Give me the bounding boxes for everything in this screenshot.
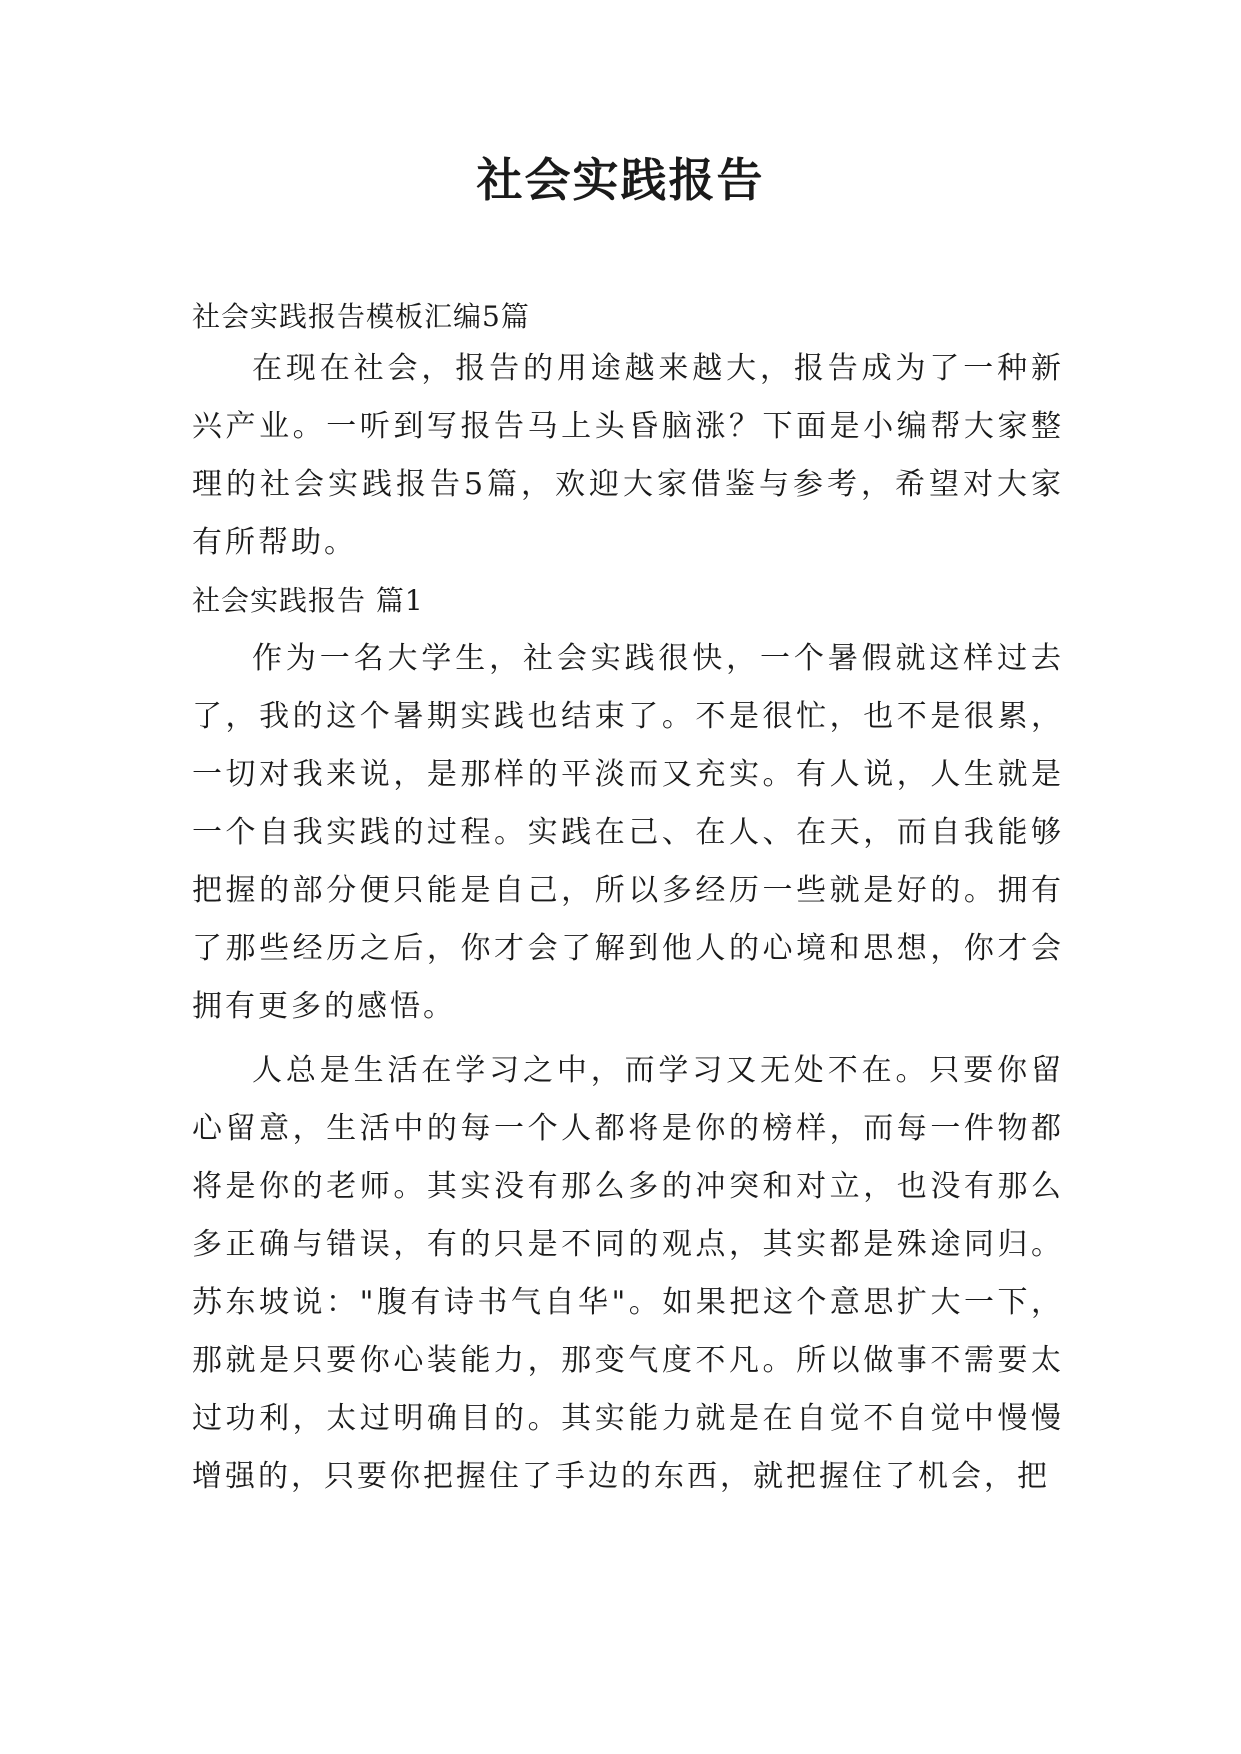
document-subtitle: 社会实践报告模板汇编5篇 [192, 300, 530, 333]
intro-paragraph: 在现在社会，报告的用途越来越大，报告成为了一种新兴产业。一听到写报告马上头昏脑涨？下面是小编帮大家整理的社会实践报告5篇，欢迎大家借鉴与参考，希望对大家有所帮助。 [192, 351, 1064, 560]
document-body [192, 294, 1064, 1506]
section-heading: 社会实践报告 篇1 [192, 584, 424, 617]
body-paragraph: 作为一名大学生，社会实践很快，一个暑假就这样过去了，我的这个暑期实践也结束了。不是很忙，也不是很累，一切对我来说，是那样的平淡而又充实。有人说，人生就是一个自我实践的过程。实践在己、在人、在天，而自我能够把握的部分便只能是自己，所以多经历一些就是好的。拥有了那些经历之后，你才会了解到他人的心境和思想，你才会拥有更多的感悟。 [192, 641, 1064, 1024]
document-title: 社会实践报告 [476, 153, 765, 207]
body-paragraph: 人总是生活在学习之中，而学习又无处不在。只要你留心留意，生活中的每一个人都将是你的榜样，而每一件物都将是你的老师。其实没有那么多的冲突和对立，也没有那么多正确与错误，有的只是不同的观点，其实都是殊途同归。苏东坡说："腹有诗书气自华"。如果把这个意思扩大一下，那就是只要你心装能力，那变气度不凡。所以做事不需要太过功利，太过明确目的。其实能力就是在自觉不自觉中慢慢增强的，只要你把握住了手边的东西，就把握住了机会，把 [192, 1053, 1064, 1494]
